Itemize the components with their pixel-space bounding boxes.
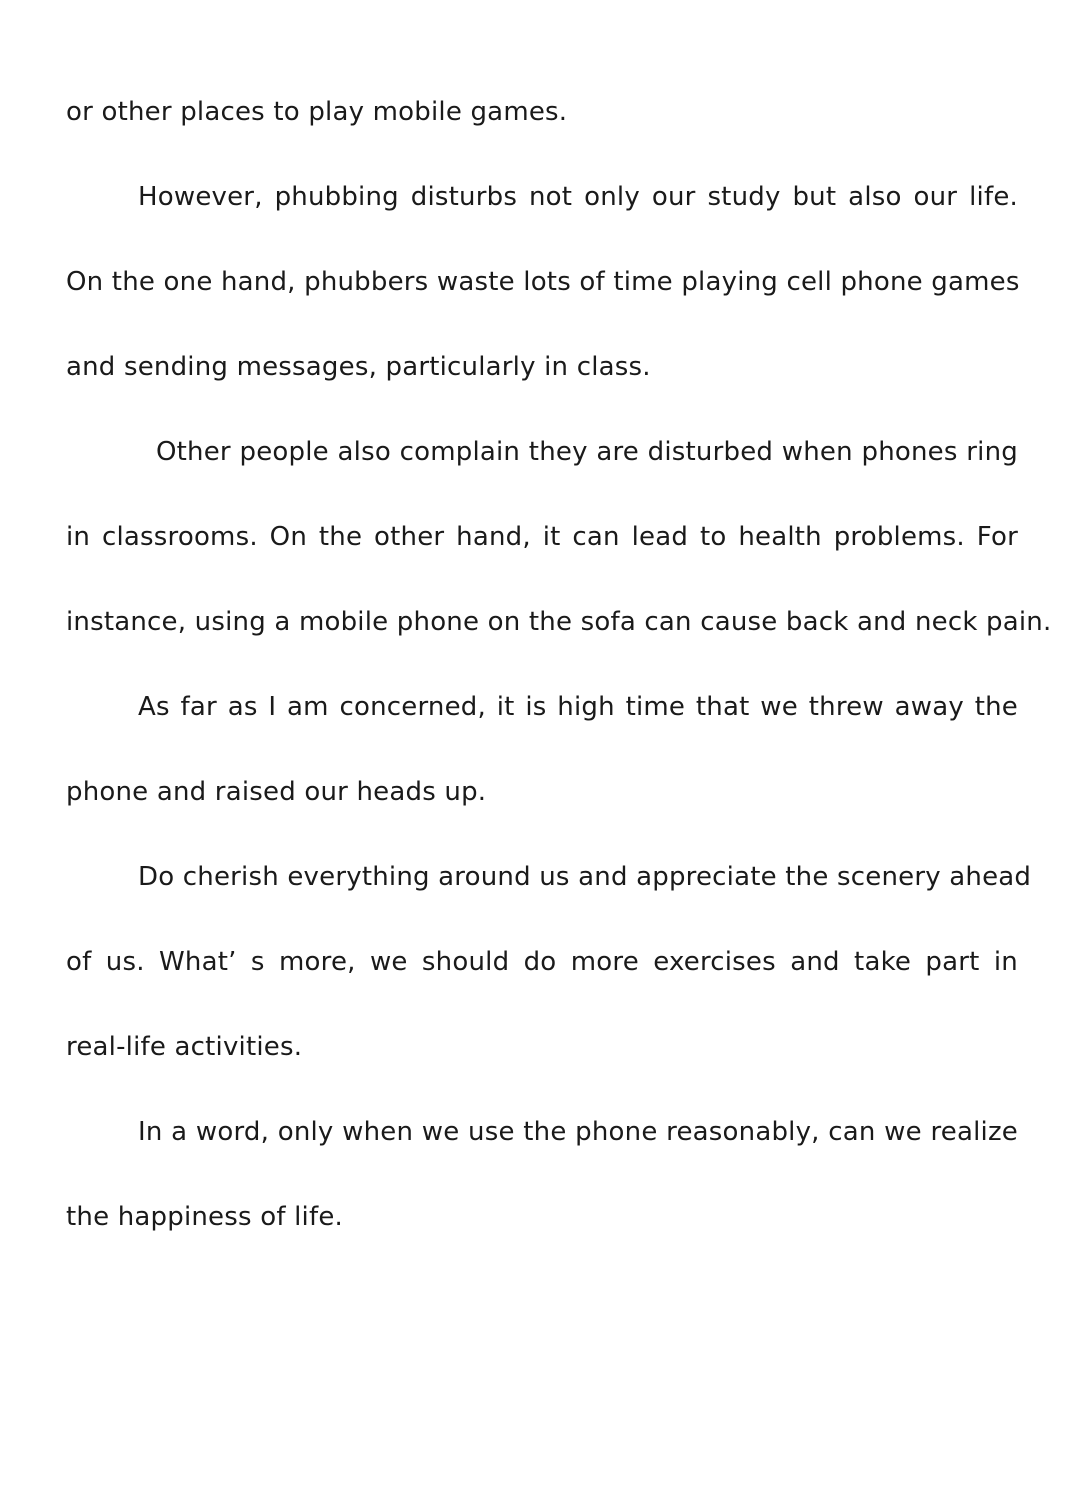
text-line-13: In a word, only when we use the phone reasonably, can we realize (138, 1117, 1018, 1147)
text-line-2: However, phubbing disturbs not only our study but also our life. (138, 182, 1018, 212)
text-line-6: in classrooms. On the other hand, it can lead to health problems. For (66, 522, 1018, 552)
text-line-10: Do cherish everything around us and appreciate the scenery ahead (138, 862, 1032, 892)
text-line-4: and sending messages, particularly in class. (66, 352, 651, 382)
text-line-12: real-life activities. (66, 1032, 303, 1062)
text-line-1: or other places to play mobile games. (66, 97, 568, 127)
text-line-9: phone and raised our heads up. (66, 777, 487, 807)
text-line-8: As far as I am concerned, it is high time that we threw away the (138, 692, 1018, 722)
text-line-3: On the one hand, phubbers waste lots of time playing cell phone games (66, 267, 1020, 297)
text-line-5: Other people also complain they are disturbed when phones ring (156, 437, 1018, 467)
text-line-11: of us. What’ s more, we should do more exercises and take part in (66, 947, 1018, 977)
text-line-7: instance, using a mobile phone on the sofa can cause back and neck pain. (66, 607, 1052, 637)
text-line-14: the happiness of life. (66, 1202, 343, 1232)
